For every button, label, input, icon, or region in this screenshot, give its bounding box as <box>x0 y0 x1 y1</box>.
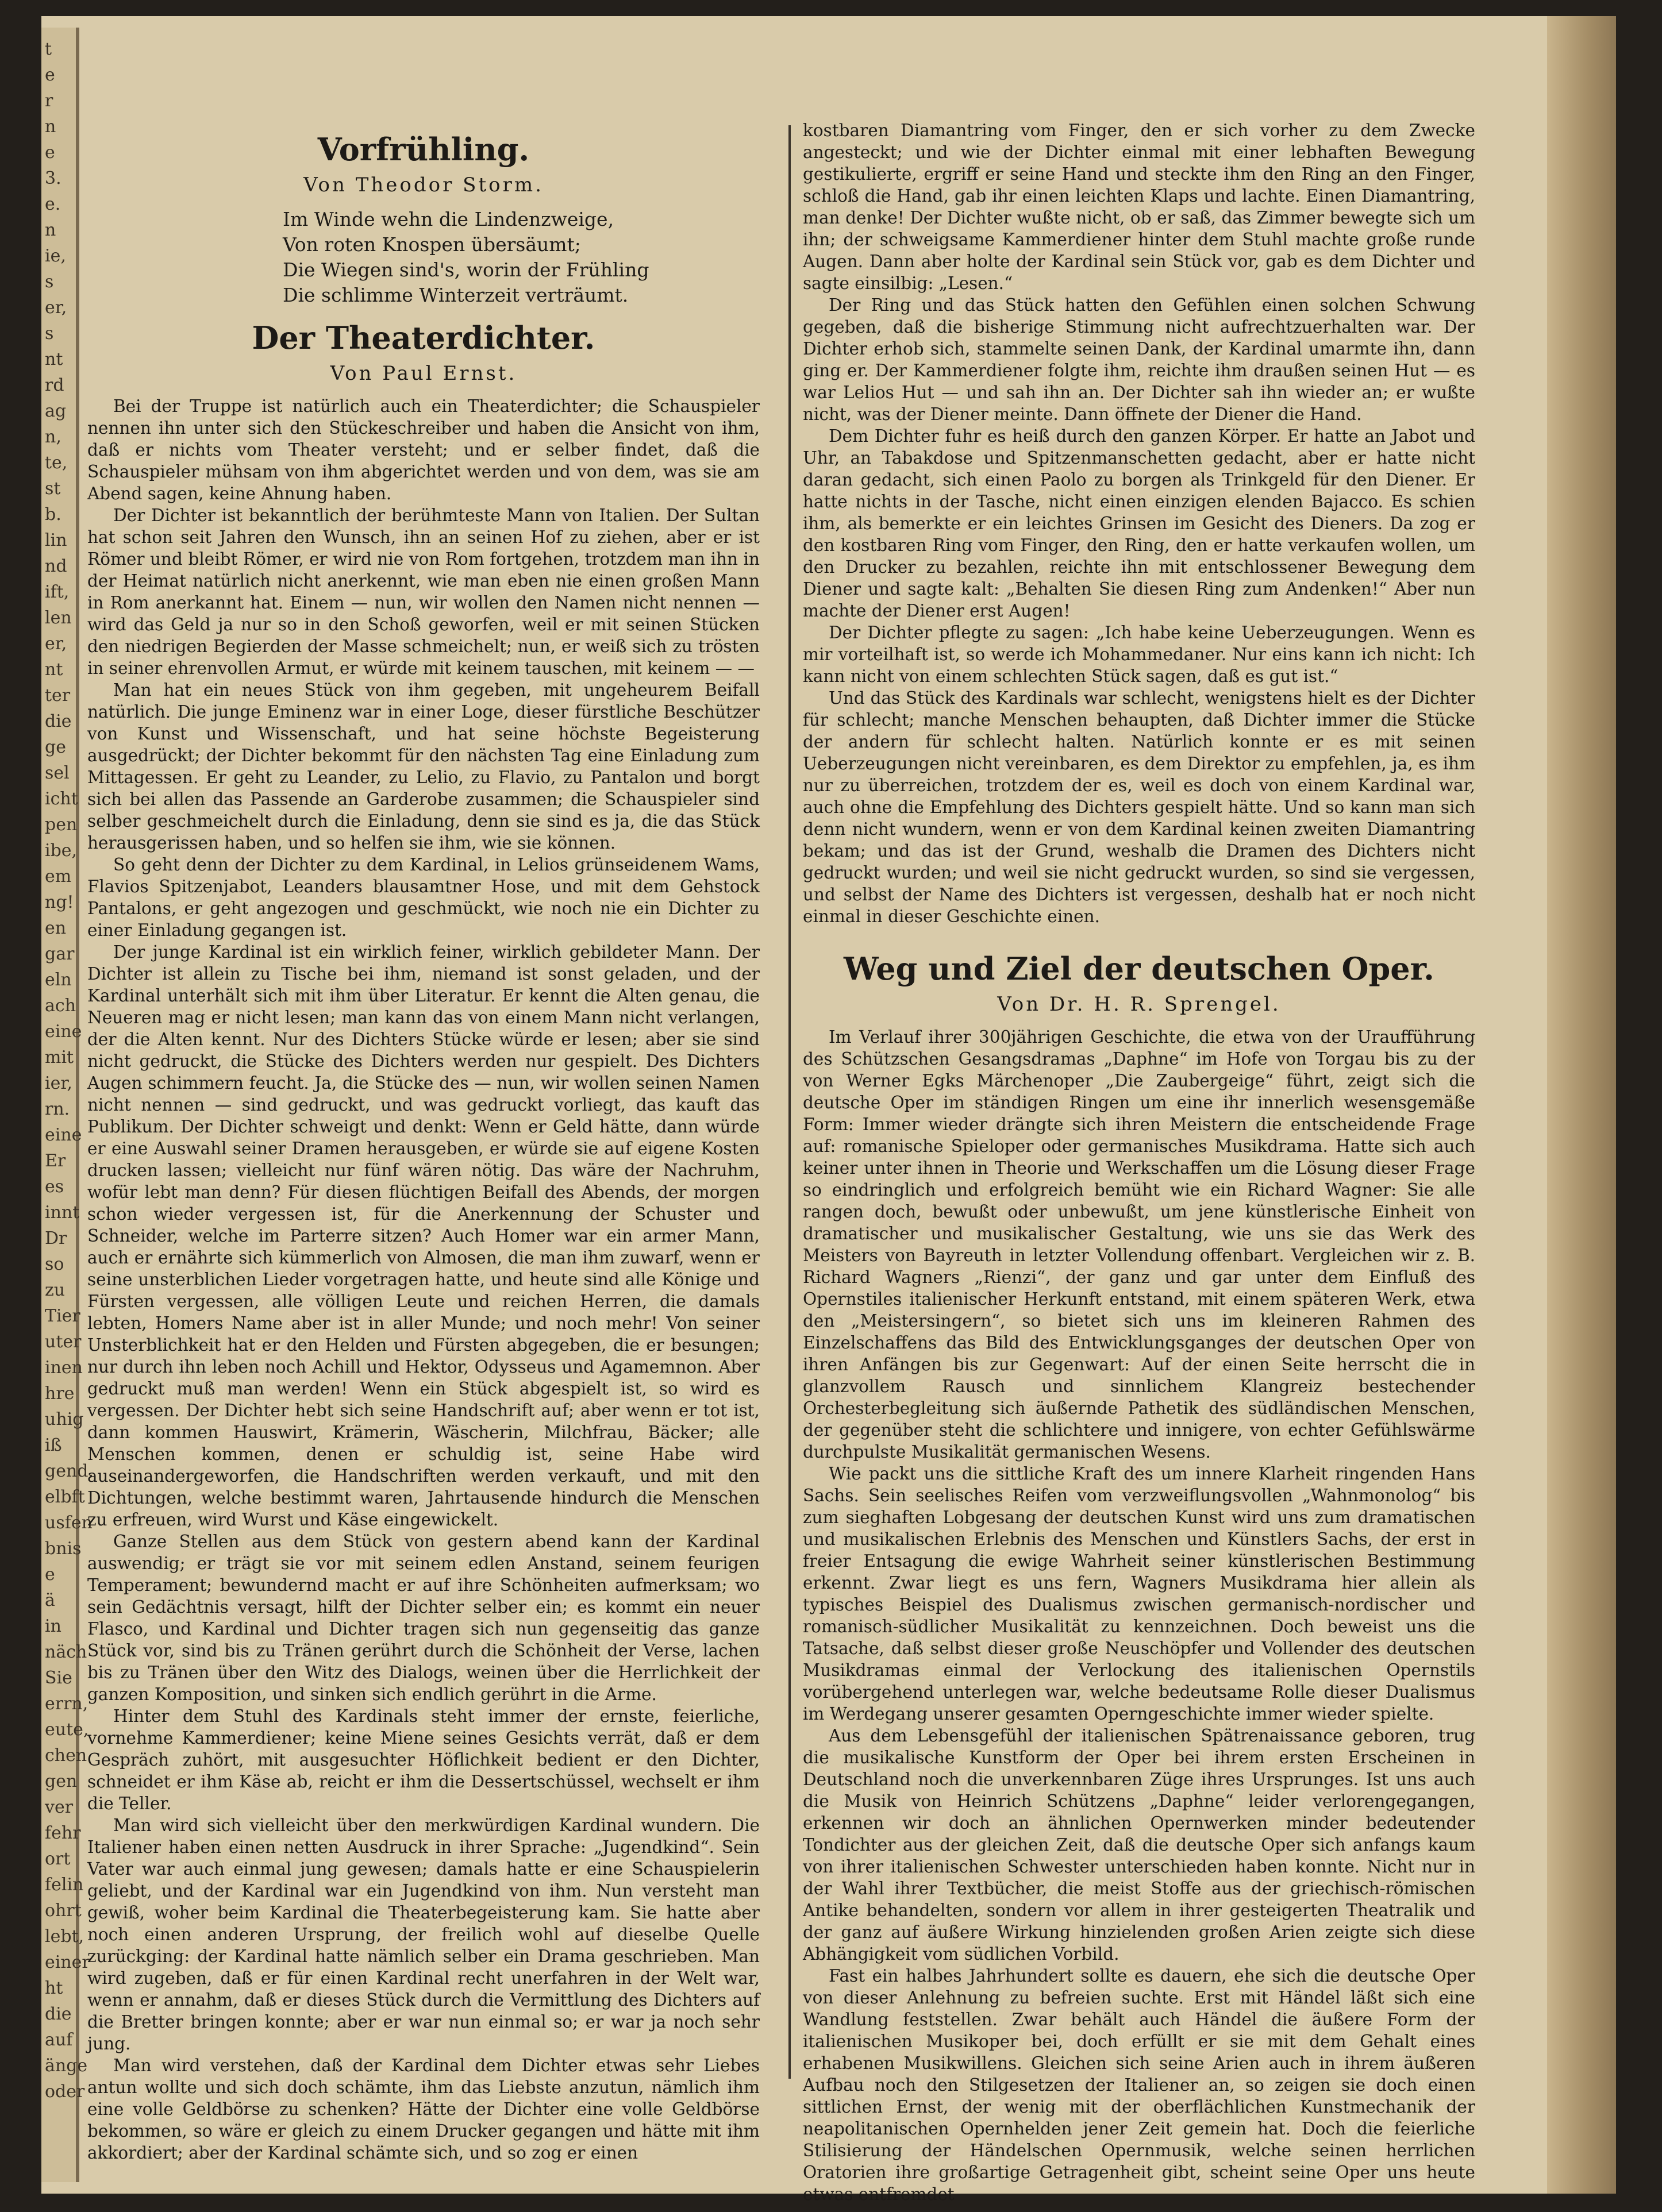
adjacent-page-fragment: n, <box>45 427 61 447</box>
adjacent-page-fragment: lin <box>45 530 67 550</box>
poem-line: Im Winde wehn die Lindenzweige, <box>283 208 614 230</box>
adjacent-page-fragment: em <box>45 866 72 887</box>
adjacent-page-fragment: r <box>45 91 53 111</box>
adjacent-page-fragment: icht <box>45 789 78 809</box>
adjacent-page-fragment: uhig <box>45 1409 84 1429</box>
adjacent-page-fragment: innt <box>45 1203 80 1223</box>
article-paragraph: So geht denn der Dichter zu dem Kardinal, in Lelios grünseidenem Wams, Flavios Spitzenjabot, Leanders blausamtner Hose, und mit dem Gehstock Pantalons, er geht angezogen und geschmückt, wie noch nie ein Dichter zu einer Einladung gegangen ist. <box>87 855 760 940</box>
adjacent-page-fragment: änge <box>45 2056 88 2076</box>
poem-line: Die schlimme Winterzeit verträumt. <box>283 284 629 306</box>
adjacent-page-fragment: errn, <box>45 1694 89 1714</box>
adjacent-page-fragment: Tier <box>45 1306 80 1326</box>
article-paragraph: Man hat ein neues Stück von ihm gegeben, mit ungeheurem Beifall natürlich. Die junge Eminenz war in einer Loge, dieser fürstliche Beschützer von Kunst und Wissenschaft, und hat seine höchste Begeisterung ausgedrückt; der Dichter bekommt für den nächsten Tag eine Einladung zum Mittagessen. Er geht zu Leander, zu Lelio, zu Flavio, zu Pantalon und borgt sich bei allen das Passende an Garderobe zusammen; die Schauspieler sind selber geschmeichelt durch die Einladung, denn sie sind es ja, die das Stück herausgerissen haben, und so helfen sie ihm, wie sie können. <box>87 680 760 853</box>
adjacent-page-fragment: ge <box>45 737 66 757</box>
adjacent-page-fragment: so <box>45 1254 64 1274</box>
adjacent-page-fragment: e. <box>45 194 61 214</box>
adjacent-page-fragment: nt <box>45 349 63 369</box>
poem-line: Von roten Knospen übersäumt; <box>283 233 581 256</box>
adjacent-page-fragment: eln <box>45 970 72 990</box>
book-spine-edge <box>1547 16 1616 2194</box>
article-paragraph: Dem Dichter fuhr es heiß durch den ganzen Körper. Er hatte an Jabot und Uhr, an Tabakdose und Spitzenmanschetten gedacht, aber er hatte nicht daran gedacht, sich einen Paolo zu borgen als Trinkgeld für den Diener. Er hatte nichts in der Tasche, nicht einen einzigen elenden Bajacco. Es schien ihm, als bemerkte er ein leichtes Grinsen im Gesicht des Dieners. Da zog er den kostbaren Ring vom Finger, den Ring, den er hatte verkaufen wollen, um den Drucker zu bezahlen, reichte ihn mit entschlossener Bewegung dem Diener und sagte kalt: „Behalten Sie diesen Ring zum Andenken!“ Aber nun machte der Diener erst Augen! <box>803 426 1475 621</box>
adjacent-page-fragment: Sie <box>45 1668 72 1688</box>
article-paragraph: Und das Stück des Kardinals war schlecht, wenigstens hielt es der Dichter für schlecht; manche Menschen behaupten, daß Dichter immer die Stücke der andern für schlecht halten. Natürlich konnte er es mit seinen Ueberzeugungen nicht vereinbaren, es dem Direktor zu empfehlen, ja, es ihm nur zu überreichen, trotzdem der es, weil es doch von einem Kardinal war, auch ohne die Empfehlung des Dichters gespielt hätte. Und so kann man sich denn nicht wundern, wenn er von dem Kardinal keinen zweiten Diamantring bekam; und das ist der Grund, weshalb die Dramen des Dichters nicht gedruckt wurden; und weil sie nicht gedruckt wurden, so sind sie vergessen, und selbst der Name des Dichters ist vergessen, deshalb hat er noch nicht einmal in dieser Geschichte einen. <box>803 688 1475 926</box>
opera-article-author: Von Dr. H. R. Sprengel. <box>997 993 1281 1016</box>
adjacent-page-fragment: ort <box>45 1849 71 1869</box>
adjacent-page-fragment: eine <box>45 1022 82 1042</box>
newspaper-page <box>41 16 1616 2204</box>
adjacent-page-fragment: e <box>45 65 55 85</box>
adjacent-page-fragment: zu <box>45 1280 66 1300</box>
theater-article-title: Der Theaterdichter. <box>252 319 595 356</box>
adjacent-page-fragment: näch <box>45 1642 87 1662</box>
adjacent-page-fragment: felin <box>45 1875 84 1895</box>
adjacent-page-fragment: gend. <box>45 1461 94 1481</box>
article-paragraph: Ganze Stellen aus dem Stück von gestern abend kann der Kardinal auswendig; er trägt sie vor mit seinem edlen Anstand, seinem feurigen Temperament; bewundernd macht er auf ihre Schönheiten aufmerksam; wo sein Gedächtnis versagt, hilft der Dichter selber ein; es kommt ein neuer Flasco, und Kardinal und Dichter tragen sich nun gegenseitig das ganze Stück vor, sind bis zu Tränen gerührt durch die Schönheit der Verse, lachen bis zu Tränen über den Witz des Dialogs, weinen über die Herrlichkeit der ganzen Komposition, und sinken sich endlich gerührt in die Arme. <box>87 1532 760 1704</box>
adjacent-page-fragment: fehr <box>45 1823 81 1843</box>
adjacent-page-fragment: die <box>45 2004 72 2024</box>
column-rule <box>788 125 791 2079</box>
adjacent-page-fragment: chen <box>45 1745 87 1766</box>
adjacent-page-fragment: inen <box>45 1358 83 1378</box>
adjacent-page-fragment: ver <box>45 1797 74 1817</box>
adjacent-page-fragment: e <box>45 1564 55 1585</box>
adjacent-page-fragment: ht <box>45 1978 63 1998</box>
adjacent-page-fragment: eine <box>45 1125 82 1145</box>
adjacent-page-fragment: ohrt <box>45 1901 82 1921</box>
adjacent-page-fragment: ibe, <box>45 841 78 861</box>
article-paragraph: Der Ring und das Stück hatten den Gefühlen einen solchen Schwung gegeben, daß die bisherige Stimmung nicht aufrechtzuerhalten war. Der Dichter erhob sich, stammelte seinen Dank, der Kardinal umarmte ihn, dann ging er. Der Kammerdiener folgte ihm, reichte ihm draußen seinen Hut — es war Lelios Hut — und sah ihn an. Der Dichter sah ihn wieder an; er wußte nicht, was der Diener meinte. Dann öffnete der Diener die Hand. <box>803 295 1475 424</box>
adjacent-page-fragment: ng! <box>45 892 74 912</box>
article-paragraph: Der Dichter pflegte zu sagen: „Ich habe keine Ueberzeugungen. Wenn es mir vorteilhaft ist, so werde ich Mohammedaner. Nur eins kann ich nicht: Ich kann nicht von einem schlechten Stück sagen, daß es gut ist.“ <box>803 623 1475 686</box>
article-paragraph: Man wird sich vielleicht über den merkwürdigen Kardinal wundern. Die Italiener haben einen netten Ausdruck in ihrer Sprache: „Jugendkind“. Sein Vater war auch einmal jung gewesen; damals hatte er eine Schauspielerin geliebt, und der Kardinal war ein Jugendkind von ihm. Nun versteht man gewiß, woher beim Kardinal die Theaterbegeisterung kam. Sie hatte aber noch einen anderen Ursprung, der freilich wohl auf dieselbe Quelle zurückging: der Kardinal hatte nämlich selber ein Drama geschrieben. Man wird zugeben, daß er für einen Kardinal recht unerfahren in der Welt war, wenn er annahm, daß er dieses Stück durch die Vermittlung des Dichters auf die Bretter bringen konnte; aber er war nun einmal so; er war ja noch sehr jung. <box>87 1816 760 2053</box>
article-paragraph: Bei der Truppe ist natürlich auch ein Theaterdichter; die Schauspieler nennen ihn unter sich den Stückeschreiber und haben die Ansicht von ihm, daß er nichts vom Theater versteht; und er selber findet, daß die Schauspieler mühsam von ihm abgerichtet werden und von dem, was sie am Abend sagen, keine Ahnung haben. <box>87 396 760 503</box>
adjacent-page-fragment: nt <box>45 660 63 680</box>
adjacent-page-fragment: ie, <box>45 246 66 266</box>
adjacent-page-fragment: ier, <box>45 1073 72 1093</box>
adjacent-page-fragment: 3. <box>45 168 61 188</box>
adjacent-page-fragment: elbft <box>45 1487 85 1507</box>
adjacent-page-fragment: sel <box>45 763 70 783</box>
poem-stanza <box>283 207 760 308</box>
poem-title: Vorfrühling. <box>317 131 530 168</box>
adjacent-page-fragment: gar <box>45 944 75 964</box>
article-paragraph: Man wird verstehen, daß der Kardinal dem Dichter etwas sehr Liebes antun wollte und sich doch schämte, ihm das Liebste anzutun, nämlich ihm eine volle Geldbörse zu schenken? Hätte der Dichter eine volle Geldbörse bekommen, so wäre er gleich zu einem Drucker gegangen und hätte mit ihm akkordiert; aber der Kardinal schämte sich, und so zog er einen <box>87 2056 760 2163</box>
adjacent-page-fragment: usfen <box>45 1513 93 1533</box>
article-paragraph: Der Dichter ist bekanntlich der berühmteste Mann von Italien. Der Sultan hat schon seit Jahren den Wunsch, ihn an seinen Hof zu ziehen, aber er ist Römer und bleibt Römer, er wird nie von Rom fortgehen, trotzdem man ihn in der Heimat natürlich nicht anerkennt, wie man eben nie einen großen Mann in Rom anerkannt hat. Einem — nun, wir wollen den Namen nicht nennen — wird das Geld ja nur so in den Schoß geworfen, weil er mit seinen Stücken den niedrigen Begierden der Masse schmeichelt; nun, er weiß sich zu trösten in seiner ehrenvollen Armut, er würde mit keinem tauschen, mit keinem — — <box>87 506 760 678</box>
adjacent-page-fragment: s <box>45 323 54 344</box>
adjacent-page-fragment: s <box>45 272 54 292</box>
adjacent-page-fragment: rd <box>45 375 64 395</box>
adjacent-page-fragment: pen <box>45 815 78 835</box>
adjacent-page-fragment: einer <box>45 1952 90 1972</box>
article-paragraph: Der junge Kardinal ist ein wirklich feiner, wirklich gebildeter Mann. Der Dichter ist allein zu Tische bei ihm, niemand ist sonst geladen, und der Kardinal unterhält sich mit ihm über Literatur. Er kennt die Alten genau, die Neueren mag er nicht lesen; man kann das von einem Mann nicht verlangen, der die Alten kennt. Nur des Dichters Stücke würde er lesen; aber sie sind nicht gedruckt, die Stücke des Dichters werden nur gespielt. Des Dichters Augen schimmern feucht. Ja, die Stücke des — nun, wir wollen seinen Namen nicht nennen — sind gedruckt, und was gedruckt vorliegt, das kauft das Publikum. Der Dichter schweigt und denkt: Wenn er Geld hätte, dann würde er eine Auswahl seiner Dramen herausgeben, er würde sie auf eigene Kosten drucken lassen; vielleicht nur fünf wären nötig. Das wäre der Nachruhm, wofür lebt man denn? Für diesen flüchtigen Beifall des Abends, der morgen schon wieder vergessen ist, für die Anerkennung der Schuster und Schneider, welche im Parterre sitzen? Auch Homer war ein armer Mann, auch er ernährte sich kümmerlich von Almosen, die man ihm zuwarf, wenn er seine unsterblichen Lieder vorgetragen hatte, und heute sind alle Könige und Fürsten vergessen, alle völligen Leute und reichen Herren, die damals lebten, Homers Name aber ist in aller Munde; und noch mehr! Von seiner Unsterblichkeit hat er den Helden und Fürsten abgegeben, die er besungen; nur durch ihn leben noch Achill und Hektor, Odysseus und Agamemnon. Aber gedruckt muß man werden! Wenn ein Stück abgespielt ist, so wird es vergessen. Der Dichter hebt sich seine Handschrift auf; aber wenn er tot ist, dann kommen Hauswirt, Krämerin, Wäscherin, Milchfrau, Bäcker; alle Menschen kommen, denen er schuldig ist, seine Habe wird auseinandergeworfen, die Handschriften werden verkauft, und mit den Dichtungen, welche bestimmt waren, Jahrtausende hindurch die Menschen zu erfreuen, wird Wurst und Käse eingewickelt. <box>87 942 760 1529</box>
adjacent-page-fragment: ag <box>45 401 67 421</box>
article-paragraph: Hinter dem Stuhl des Kardinals steht immer der ernste, feierliche, vornehme Kammerdiener; keine Miene seines Gesichts verrät, daß er dem Gespräch zuhört, mit ausgesuchter Höflichkeit bedient er den Dichter, schneidet er ihm Käse ab, reicht er ihm die Dessertschüssel, wechselt er ihm die Teller. <box>87 1706 760 1813</box>
adjacent-page-fragment: e <box>45 142 55 163</box>
adjacent-page-fragment: en <box>45 918 67 938</box>
adjacent-page-fragment: nd <box>45 556 67 576</box>
article-paragraph: Fast ein halbes Jahrhundert sollte es dauern, ehe sich die deutsche Oper von dieser Anlehnung zu befreien suchte. Erst mit Händel läßt sich eine Wandlung feststellen. Zwar behält auch Händel die äußere Form der italienischen Musikoper bei, doch erfüllt er sie mit dem Gehalt eines erhabenen Musikwillens. Gleichen sich seine Arien auch in ihrem äußeren Aufbau noch den Stilgesetzen der Italiener an, so zeigen sie doch einen sittlichen Ernst, der wenig mit der oberflächlichen Kunstmechanik der neapolitanischen Opernhelden jener Zeit gemein hat. Doch die feierliche Stilisierung der Händelschen Opernmusik, welche seinen herrlichen Oratorien ihre großartige Getragenheit gibt, scheint seine Oper uns heute etwas entfremdet <box>803 1966 1475 2204</box>
left-column <box>87 120 760 2165</box>
adjacent-page-fragment: mit <box>45 1047 74 1068</box>
adjacent-page-fragment: n <box>45 117 56 137</box>
adjacent-page-strip <box>41 28 94 2182</box>
adjacent-page-fragment: in <box>45 1616 61 1636</box>
adjacent-page-fragment: ter <box>45 685 71 706</box>
adjacent-page-fragment: er, <box>45 298 67 318</box>
article-paragraph: kostbaren Diamantring vom Finger, den er sich vorher zu dem Zwecke angesteckt; und wie der Dichter einmal mit einer lebhaften Bewegung gestikulierte, ergriff er seine Hand und steckte ihm den Ring an den Finger, schloß die Hand, gab ihr einen leichten Klaps und lachte. Einen Diamantring, man denke! Der Dichter wußte nicht, ob er saß, das Zimmer bewegte sich um ihn; der schweigsame Kammerdiener hinter dem Stuhl machte große runde Augen. Dann aber holte der Kardinal sein Stück vor, gab es dem Dichter und sagte einsilbig: „Lesen.“ <box>803 121 1475 293</box>
adjacent-page-fragment: er, <box>45 634 67 654</box>
adjacent-page-fragment: iß <box>45 1435 62 1455</box>
adjacent-page-fragment: hre <box>45 1384 75 1404</box>
adjacent-page-fragment: st <box>45 479 61 499</box>
adjacent-page-fragment: uter <box>45 1332 82 1352</box>
adjacent-page-fragment: ift, <box>45 582 70 602</box>
adjacent-page-fragment: Dr <box>45 1228 67 1248</box>
adjacent-page-fragment: die <box>45 711 72 731</box>
adjacent-page-fragment: oder <box>45 2082 85 2102</box>
adjacent-page-fragment: gen <box>45 1771 78 1791</box>
adjacent-page-fragment: t <box>45 39 52 59</box>
article-paragraph: Wie packt uns die sittliche Kraft des um innere Klarheit ringenden Hans Sachs. Sein seelisches Reifen vom verzweiflungsvollen „Wahnmonolog“ bis zum sieghaften Lobgesang der deutschen Kunst wird uns zum dramatischen und musikalischen Erlebnis des Menschen und Künstlers Sachs, der erst in freier Entsagung die ewige Wahrheit seiner künstlerischen Bestimmung erkennt. Zwar liegt es uns fern, Wagners Musikdrama hier allein als typisches Beispiel des Dualismus zwischen germanisch-nordischer und romanisch-südlicher Musikalität zu kennzeichnen. Doch beweist uns die Tatsache, daß selbst dieser große Neuschöpfer und Vollender des deutschen Musikdramas einmal der Verlockung des italienischen Opernstils vorübergehend unterlegen war, welche bedeutsame Rolle dieser Dualismus im Werdegang unserer gesamten Operngeschichte immer wieder spielte. <box>803 1464 1475 1724</box>
adjacent-page-fragment: lebt, <box>45 1926 84 1947</box>
opera-article-title: Weg und Ziel der deutschen Oper. <box>844 950 1434 987</box>
article-paragraph: Im Verlauf ihrer 300jährigen Geschichte, die etwa von der Uraufführung des Schützschen Gesangsdramas „Daphne“ im Hofe von Torgau bis zu der von Werner Egks Märchenoper „Die Zaubergeige“ führt, zeigt sich die deutsche Oper im ständigen Ringen um eine ihr innerlich wesensgemäße Form: Immer wieder drängte sich ihren Meistern die entscheidende Frage auf: romanische Spieloper oder germanisches Musikdrama. Hatte sich auch keiner unter ihnen in Theorie und Werkschaffen um die Lösung dieser Frage so eindringlich und erfolgreich bemüht wie ein Richard Wagner: Sie alle rangen doch, bewußt oder unbewußt, um jene künstlerische Einheit von dramatischer und musikalischer Gestaltung, wie uns sie das Werk des Meisters von Bayreuth in letzter Vollendung offenbart. Vergleichen wir z. B. Richard Wagners „Rienzi“, der ganz und gar unter dem Einfluß des Opernstiles italienischer Herkunft entstand, mit einem späteren Werk, etwa den „Meistersingern“, so bietet sich uns im kleineren Rahmen des Einzelschaffens das Bild des Entwicklungsganges der deutschen Oper von ihren Anfängen bis zur Gegenwart: Auf der einen Seite herrscht die in glanzvollem Rausch und sinnlichem Klangreiz bestechender Orchesterbegleitung sich äußernde Pathetik des südländischen Menschen, der gegenüber steht die schlichtere und innigere, von echter Gefühlswärme durchpulste Musikalität germanischen Wesens. <box>803 1027 1475 1462</box>
adjacent-page-fragment: bnis <box>45 1539 82 1559</box>
poem-author: Von Theodor Storm. <box>303 174 544 196</box>
adjacent-page-fragment: n <box>45 220 56 240</box>
theater-article-author: Von Paul Ernst. <box>330 362 517 385</box>
adjacent-page-fragment: te, <box>45 453 68 473</box>
right-column <box>803 120 1475 2204</box>
adjacent-page-fragment: len <box>45 608 72 628</box>
adjacent-page-fragment: ä <box>45 1590 55 1610</box>
adjacent-page-fragment: es <box>45 1177 64 1197</box>
adjacent-page-fragment: auf <box>45 2030 73 2050</box>
adjacent-page-fragment: eute, <box>45 1720 89 1740</box>
adjacent-page-fragment: b. <box>45 504 61 525</box>
article-paragraph: Aus dem Lebensgefühl der italienischen Spätrenaissance geboren, trug die musikalische Kunstform der Oper bei ihrem ersten Erscheinen in Deutschland noch die unverkennbaren Züge ihres Ursprunges. Ist uns auch die Musik von Heinrich Schützens „Daphne“ leider verlorengegangen, erkennen wir doch an ähnlichen Opernwerken minder bedeutender Tondichter aus der gleichen Zeit, daß die deutsche Oper sich anfangs kaum von ihrer italienischen Schwester unterschieden haben konnte. Nicht nur in der Wahl ihrer Textbücher, die meist Stoffe aus der griechisch-römischen Antike behandelten, sondern vor allem in ihrer gesteigerten Theatralik und der ganz auf äußere Wirkung hinzielenden großen Arien zeigte sich diese Abhängigkeit vom südlichen Vorbild. <box>803 1726 1475 1964</box>
adjacent-page-fragment: Er <box>45 1151 66 1171</box>
adjacent-page-fragment: ach <box>45 996 76 1016</box>
adjacent-page-fragment: rn. <box>45 1099 70 1119</box>
poem-line: Die Wiegen sind's, worin der Frühling <box>283 259 649 281</box>
